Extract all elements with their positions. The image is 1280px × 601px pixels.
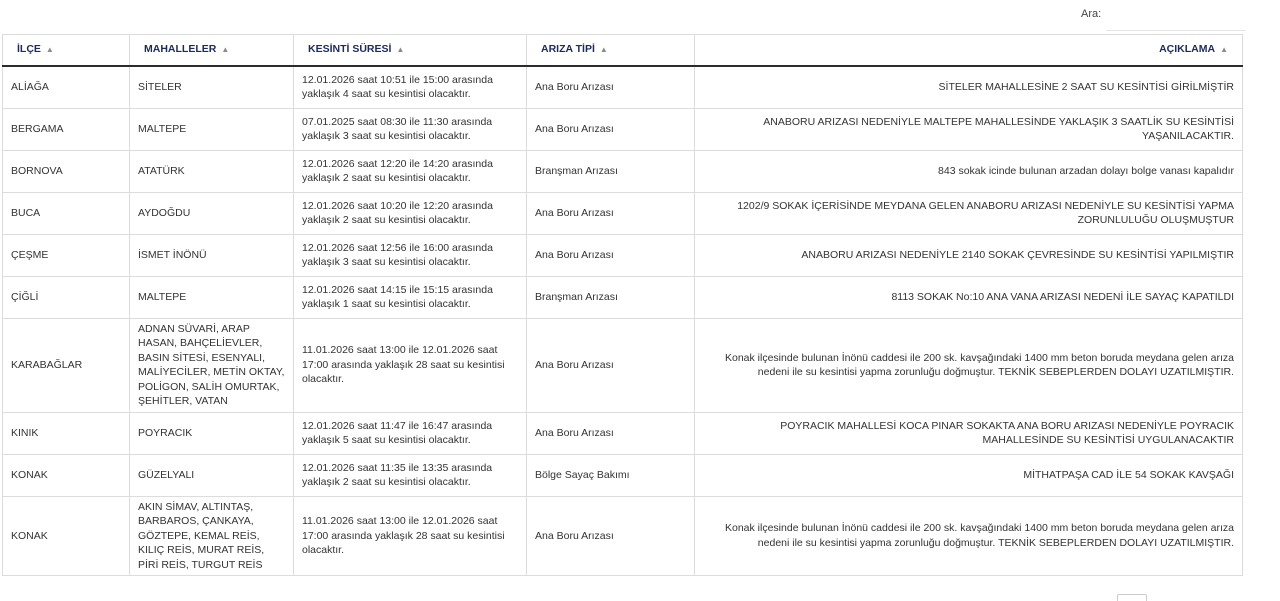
- cell-kesinti-suresi: 12.01.2026 saat 12:56 ile 16:00 arasında yaklaşık 3 saat su kesintisi olacaktır.: [294, 234, 527, 276]
- table-row: [3, 454, 1243, 496]
- column-header-aciklama[interactable]: [695, 35, 1243, 67]
- cell-aciklama: POYRACIK MAHALLESİ KOCA PINAR SOKAKTA ANA BORU ARIZASI NEDENİYLE POYRACIK MAHALLESİNDE SU KESİNTİSİ UYGULANACAKTIR: [695, 412, 1243, 454]
- cell-aciklama: SİTELER MAHALLESİNE 2 SAAT SU KESİNTİSİ GİRİLMİŞTİR: [695, 66, 1243, 108]
- cell-mahalleler: GÜZELYALI: [130, 454, 294, 496]
- cell-kesinti-suresi: 07.01.2025 saat 08:30 ile 11:30 arasında yaklaşık 3 saat su kesintisi olacaktır.: [294, 108, 527, 150]
- table-body: [3, 66, 1243, 576]
- cell-aciklama: 8113 SOKAK No:10 ANA VANA ARIZASI NEDENİ İLE SAYAÇ KAPATILDI: [695, 276, 1243, 318]
- cell-kesinti-suresi: 12.01.2026 saat 11:47 ile 16:47 arasında yaklaşık 5 saat su kesintisi olacaktır.: [294, 412, 527, 454]
- cell-mahalleler: MALTEPE: [130, 108, 294, 150]
- cell-ilce: KINIK: [3, 412, 130, 454]
- cell-ariza-tipi: Ana Boru Arızası: [527, 234, 695, 276]
- sort-icon[interactable]: ▲︎: [599, 45, 608, 55]
- cell-ilce: BUCA: [3, 192, 130, 234]
- table-row: [3, 318, 1243, 412]
- cell-mahalleler: MALTEPE: [130, 276, 294, 318]
- column-header-ilce[interactable]: [3, 35, 130, 67]
- cell-ariza-tipi: Ana Boru Arızası: [527, 412, 695, 454]
- table-row: [3, 412, 1243, 454]
- cell-mahalleler: AKIN SİMAV, ALTINTAŞ, BARBAROS, ÇANKAYA, GÖZTEPE, KEMAL REİS, KILIÇ REİS, MURAT REİS, PİRİ REİS, TURGUT REİS: [130, 496, 294, 576]
- cell-ariza-tipi: Bölge Sayaç Bakımı: [527, 454, 695, 496]
- cell-ariza-tipi: Ana Boru Arızası: [527, 192, 695, 234]
- cell-ariza-tipi: Ana Boru Arızası: [527, 318, 695, 412]
- sort-icon[interactable]: ▲︎: [221, 45, 230, 55]
- column-label: KESİNTİ SÜRESİ: [308, 43, 392, 56]
- cell-aciklama: MİTHATPAŞA CAD İLE 54 SOKAK KAVŞAĞI: [695, 454, 1243, 496]
- cell-ariza-tipi: Ana Boru Arızası: [527, 66, 695, 108]
- cell-ariza-tipi: Ana Boru Arızası: [527, 496, 695, 576]
- column-label: MAHALLELER: [144, 43, 217, 56]
- search-bar: [0, 0, 1242, 32]
- table-row: [3, 192, 1243, 234]
- search-input[interactable]: [1106, 4, 1246, 31]
- outage-table: [2, 34, 1243, 576]
- cell-ilce: KARABAĞLAR: [3, 318, 130, 412]
- cell-aciklama: Konak ilçesinde bulunan İnönü caddesi ile 200 sk. kavşağındaki 1400 mm beton boruda meydana gelen arıza nedeni ile su kesintisi yapma zorunluğu doğmuştur. TEKNİK SEBEPLERDEN DOLAYI UZATILMIŞTIR.: [695, 318, 1243, 412]
- cell-ilce: BORNOVA: [3, 150, 130, 192]
- cell-kesinti-suresi: 12.01.2026 saat 11:35 ile 13:35 arasında yaklaşık 2 saat su kesintisi olacaktır.: [294, 454, 527, 496]
- column-label: ARIZA TİPİ: [541, 43, 595, 56]
- table-row: [3, 150, 1243, 192]
- cell-ilce: KONAK: [3, 454, 130, 496]
- cell-aciklama: Konak ilçesinde bulunan İnönü caddesi ile 200 sk. kavşağındaki 1400 mm beton boruda meydana gelen arıza nedeni ile su kesintisi yapma zorunluğu doğmuştur. TEKNİK SEBEPLERDEN DOLAYI UZATILMIŞTIR.: [695, 496, 1243, 576]
- column-header-ariza-tipi[interactable]: [527, 35, 695, 67]
- cell-aciklama: 1202/9 SOKAK İÇERİSİNDE MEYDANA GELEN ANABORU ARIZASI NEDENİYLE SU KESİNTİSİ YAPMA ZORUNLULUĞU OLUŞMUŞTUR: [695, 192, 1243, 234]
- cell-aciklama: ANABORU ARIZASI NEDENİYLE MALTEPE MAHALLESİNDE YAKLAŞIK 3 SAATLİK SU KESİNTİSİ YAŞANILACAKTIR.: [695, 108, 1243, 150]
- column-label: AÇIKLAMA: [1159, 43, 1216, 56]
- cell-ilce: ÇEŞME: [3, 234, 130, 276]
- cell-kesinti-suresi: 12.01.2026 saat 10:20 ile 12:20 arasında yaklaşık 2 saat su kesintisi olacaktır.: [294, 192, 527, 234]
- sort-icon[interactable]: ▲︎: [45, 45, 54, 55]
- cell-kesinti-suresi: 12.01.2026 saat 12:20 ile 14:20 arasında yaklaşık 2 saat su kesintisi olacaktır.: [294, 150, 527, 192]
- cell-kesinti-suresi: 11.01.2026 saat 13:00 ile 12.01.2026 saat 17:00 arasında yaklaşık 28 saat su kesintisi olacaktır.: [294, 318, 527, 412]
- table-row: [3, 234, 1243, 276]
- cell-aciklama: 843 sokak icinde bulunan arzadan dolayı bolge vanası kapalıdır: [695, 150, 1243, 192]
- cell-mahalleler: AYDOĞDU: [130, 192, 294, 234]
- cell-ilce: KONAK: [3, 496, 130, 576]
- sort-icon[interactable]: ▲︎: [1220, 45, 1228, 55]
- column-header-kesinti-suresi[interactable]: [294, 35, 527, 67]
- cell-mahalleler: ATATÜRK: [130, 150, 294, 192]
- cell-ilce: ALİAĞA: [3, 66, 130, 108]
- table-row: [3, 66, 1243, 108]
- cell-mahalleler: POYRACIK: [130, 412, 294, 454]
- pagination-control[interactable]: [1117, 594, 1147, 601]
- table-row: [3, 276, 1243, 318]
- sort-icon[interactable]: ▲︎: [396, 45, 405, 55]
- cell-kesinti-suresi: 11.01.2026 saat 13:00 ile 12.01.2026 saat 17:00 arasında yaklaşık 28 saat su kesintisi olacaktır.: [294, 496, 527, 576]
- cell-ariza-tipi: Branşman Arızası: [527, 150, 695, 192]
- cell-mahalleler: ADNAN SÜVARİ, ARAP HASAN, BAHÇELİEVLER, BASIN SİTESİ, ESENYALI, MALİYECİLER, METİN OKTAY, POLİGON, SALİH OMURTAK, ŞEHİTLER, VATAN: [130, 318, 294, 412]
- cell-kesinti-suresi: 12.01.2026 saat 10:51 ile 15:00 arasında yaklaşık 4 saat su kesintisi olacaktır.: [294, 66, 527, 108]
- column-label: İLÇE: [17, 43, 41, 56]
- cell-aciklama: ANABORU ARIZASI NEDENİYLE 2140 SOKAK ÇEVRESİNDE SU KESİNTİSİ YAPILMIŞTIR: [695, 234, 1243, 276]
- cell-mahalleler: İSMET İNÖNÜ: [130, 234, 294, 276]
- column-header-mahalleler[interactable]: [130, 35, 294, 67]
- cell-mahalleler: SİTELER: [130, 66, 294, 108]
- table-row: [3, 496, 1243, 576]
- cell-ilce: ÇİĞLİ: [3, 276, 130, 318]
- cell-ilce: BERGAMA: [3, 108, 130, 150]
- cell-kesinti-suresi: 12.01.2026 saat 14:15 ile 15:15 arasında yaklaşık 1 saat su kesintisi olacaktır.: [294, 276, 527, 318]
- table-header-row: [3, 35, 1243, 67]
- cell-ariza-tipi: Ana Boru Arızası: [527, 108, 695, 150]
- table-row: [3, 108, 1243, 150]
- search-label: Ara:: [1081, 8, 1102, 20]
- cell-ariza-tipi: Branşman Arızası: [527, 276, 695, 318]
